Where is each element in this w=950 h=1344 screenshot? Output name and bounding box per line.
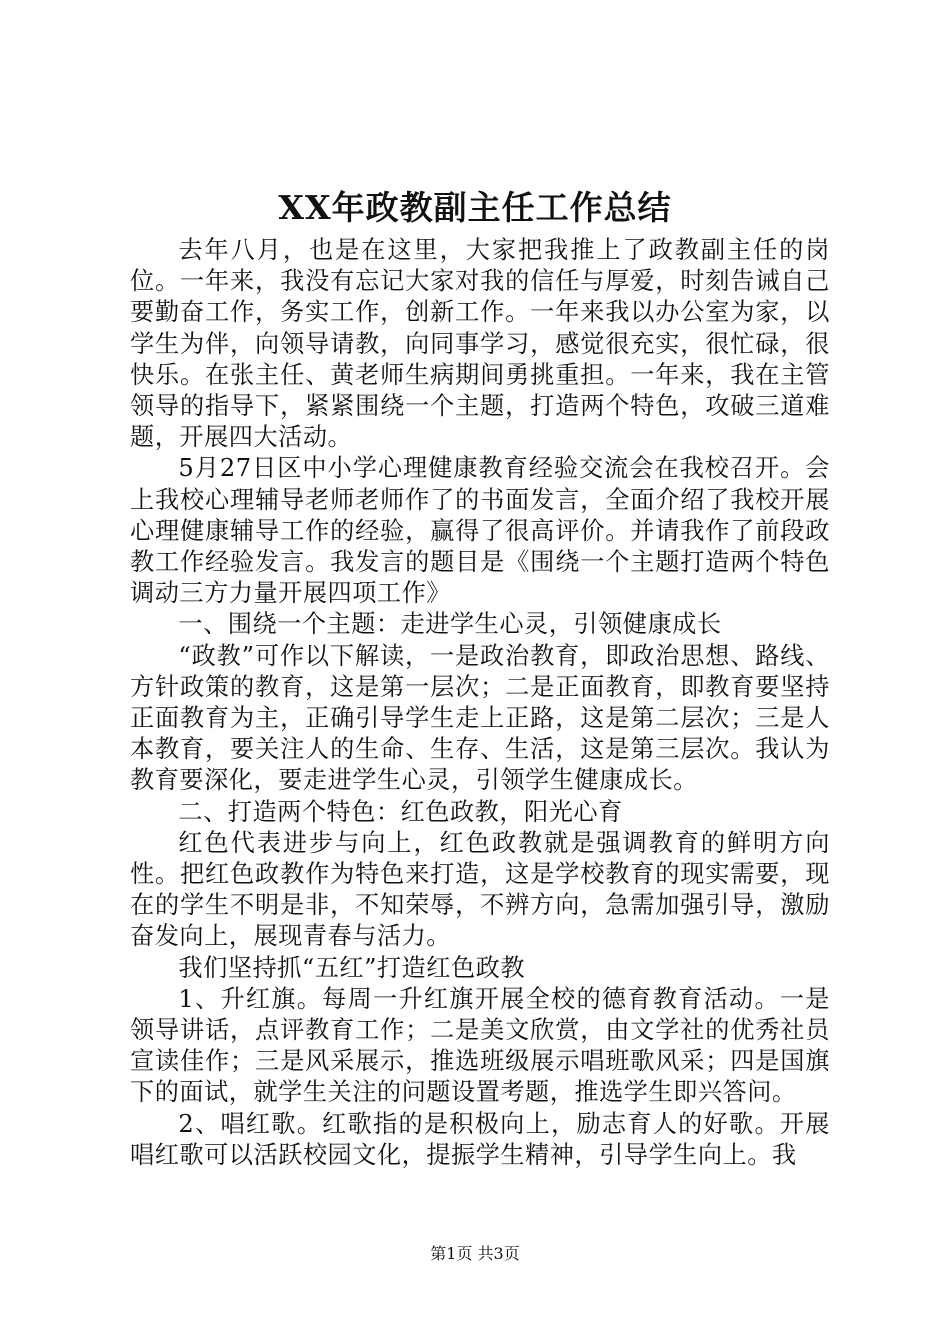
page-number: 第1页 共3页: [430, 1244, 520, 1263]
list-item: 2、唱红歌。红歌指的是积极向上，励志育人的好歌。开展唱红歌可以活跃校园文化，提振学生精神，引导学生向上。我: [130, 1109, 830, 1169]
section-heading: 一、围绕一个主题：走进学生心灵，引领健康成长: [178, 610, 722, 639]
list-item: 1、升红旗。每周一升红旗开展全校的德育教育活动。一是领导讲话，点评教育工作；二是美文欣赏，由文学社的优秀社员宣读佳作；三是风采展示，推选班级展示唱班歌风采；四是国旗下的面试，就学生关注的问题设置考题，推选学生即兴答问。: [130, 984, 830, 1107]
paragraph: 5月27日区中小学心理健康教育经验交流会在我校召开。会上我校心理辅导老师老师作了的书面发言，全面介绍了我校开展心理健康辅导工作的经验，赢得了很高评价。并请我作了前段政教工作经验发言。我发言的题目是《围绕一个主题打造两个特色调动三方力量开展四项工作》: [130, 454, 830, 608]
document-body: [130, 235, 830, 1171]
document-title: XX年政教副主任工作总结: [278, 188, 672, 227]
paragraph: 去年八月，也是在这里，大家把我推上了政教副主任的岗位。一年来，我没有忘记大家对我的信任与厚爱，时刻告诫自己要勤奋工作，务实工作，创新工作。一年来我以办公室为家，以学生为伴，向领导请教，向同事学习，感觉很充实，很忙碌，很快乐。在张主任、黄老师生病期间勇挑重担。一年来，我在主管领导的指导下，紧紧围绕一个主题，打造两个特色，攻破三道难题，开展四大活动。: [130, 236, 830, 452]
paragraph: “政教”可作以下解读，一是政治教育，即政治思想、路线、方针政策的教育，这是第一层次；二是正面教育，即教育要坚持正面教育为主，正确引导学生走上正路，这是第二层次；三是人本教育，要关注人的生命、生存、生活，这是第三层次。我认为教育要深化，要走进学生心灵，引领学生健康成长。: [130, 641, 830, 795]
section-heading: 二、打造两个特色：红色政教，阳光心育: [178, 797, 623, 826]
paragraph: 红色代表进步与向上，红色政教就是强调教育的鲜明方向性。把红色政教作为特色来打造，这是学校教育的现实需要，现在的学生不明是非，不知荣辱，不辨方向，急需加强引导，激励奋发向上，展现青春与活力。: [130, 828, 830, 951]
paragraph: 我们坚持抓“五红”打造红色政教: [178, 953, 526, 982]
